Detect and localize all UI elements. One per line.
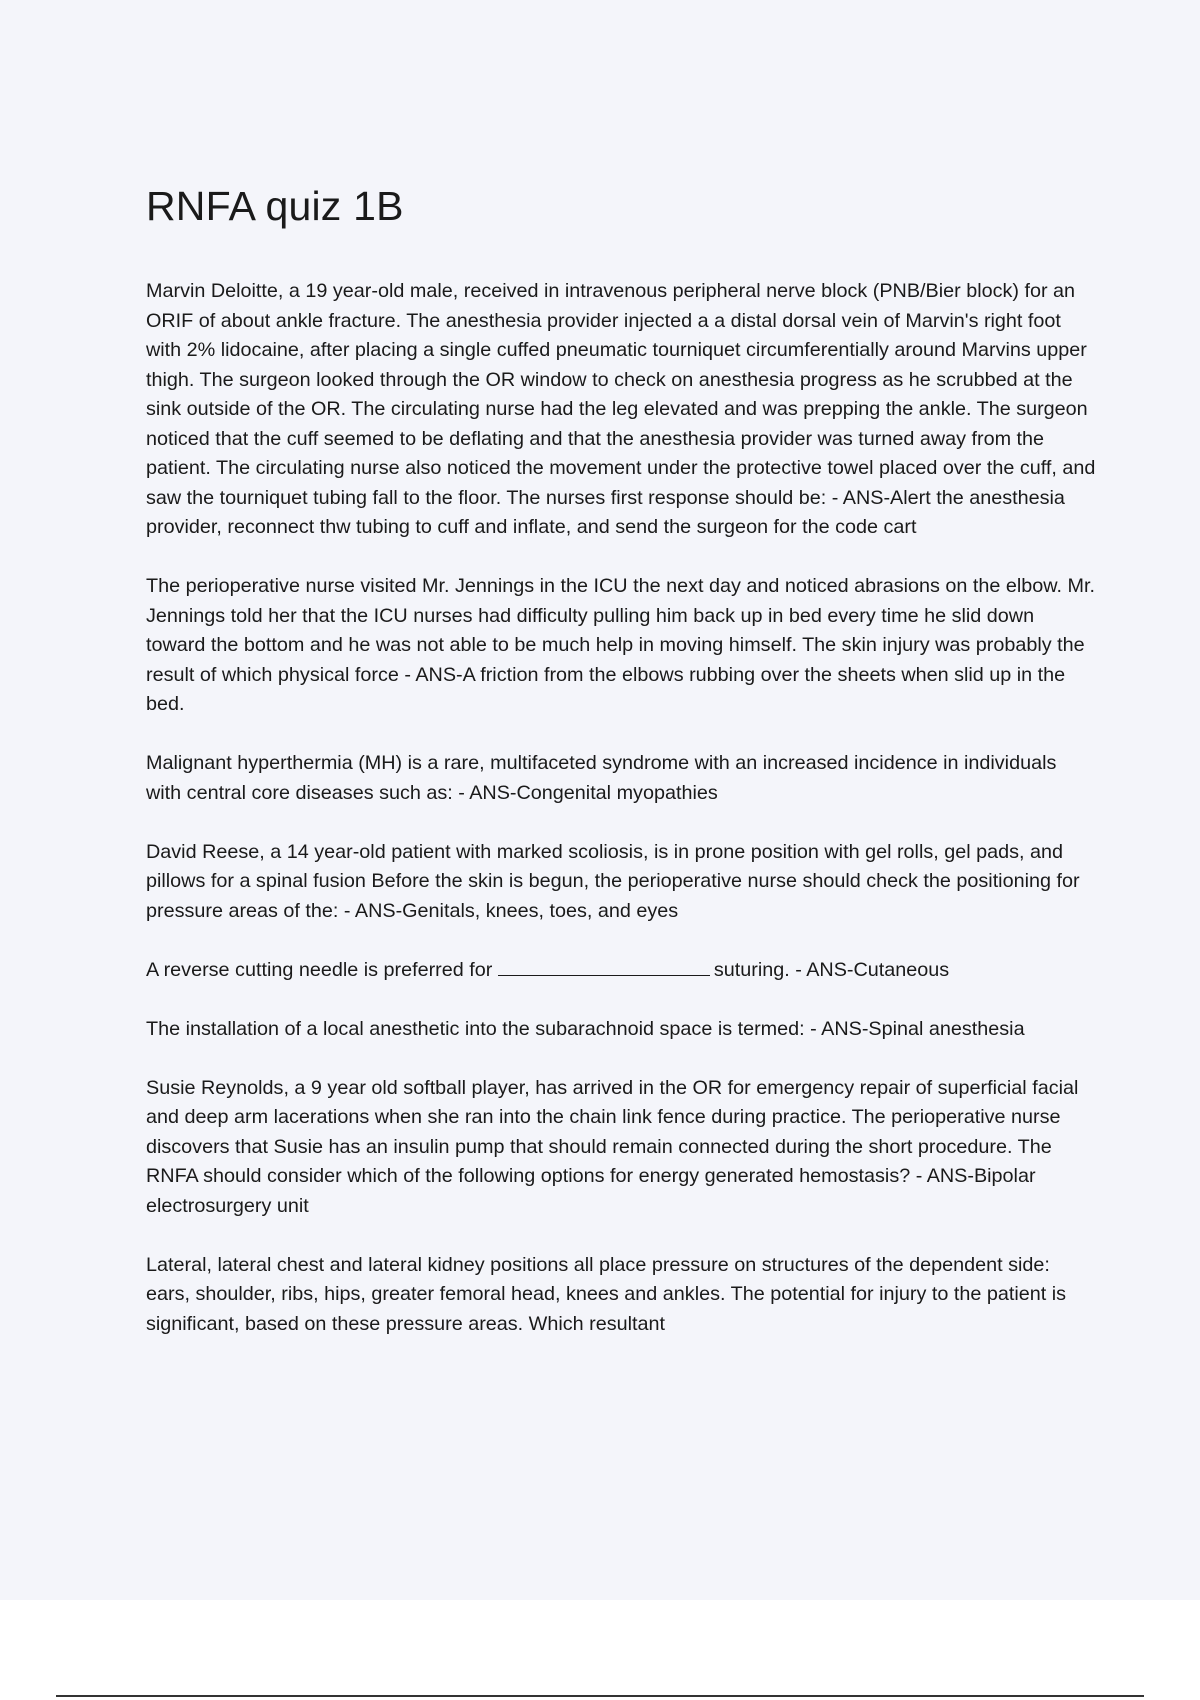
document-content <box>146 182 1096 1369</box>
question-item: Malignant hyperthermia (MH) is a rare, multifaceted syndrome with an increased incidence in individuals with central core diseases such as: - ANS-Congenital myopathies <box>146 752 1057 804</box>
question-item: The installation of a local anesthetic into the subarachnoid space is termed: - ANS-Spinal anesthesia <box>146 1017 1025 1040</box>
question-text-after-blank: suturing. - ANS-Cutaneous <box>713 958 950 981</box>
page-title: RNFA quiz 1B <box>146 183 404 229</box>
question-item: The perioperative nurse visited Mr. Jennings in the ICU the next day and noticed abrasions on the elbow. Mr. Jennings told her that the ICU nurses had difficulty pulling him back up in bed every time he slid down toward the bottom and he was not able to be much help in moving himself. The skin injury was probably the result of which physical force - ANS-A friction from the elbows rubbing over the sheets when slid up in the bed. <box>146 575 1095 716</box>
footer-divider <box>56 1695 1144 1697</box>
answer-blank-line <box>498 957 710 976</box>
question-item: Marvin Deloitte, a 19 year-old male, received in intravenous peripheral nerve block (PNB/Bier block) for an ORIF of about ankle fracture. The anesthesia provider injected a a distal dorsal vein of Marvin's right foot with 2% lidocaine, after placing a single cuffed pneumatic tourniquet circumferentially around Marvins upper thigh. The surgeon looked through the OR window to check on anesthesia progress as he scrubbed at the sink outside of the OR. The circulating nurse had the leg elevated and was prepping the ankle. The surgeon noticed that the cuff seemed to be deflating and that the anesthesia provider was turned away from the patient. The circulating nurse also noticed the movement under the protective towel placed over the cuff, and saw the tourniquet tubing fall to the floor. The nurses first response should be: - ANS-Alert the anesthesia provider, reconnect thw tubing to cuff and inflate, and send the surgeon for the code cart <box>146 280 1096 539</box>
question-item-fill-blank <box>146 956 1096 986</box>
question-item: Lateral, lateral chest and lateral kidney positions all place pressure on structures of the dependent side: ears, shoulder, ribs, hips, greater femoral head, knees and ankles. The potential for injury to the patient is significant, based on these pressure areas. Which resultant <box>146 1253 1066 1335</box>
question-item: David Reese, a 14 year-old patient with marked scoliosis, is in prone position with gel rolls, gel pads, and pillows for a spinal fusion Before the skin is begun, the perioperative nurse should check the positioning for pressure areas of the: - ANS-Genitals, knees, toes, and eyes <box>146 840 1080 922</box>
question-text-before-blank: A reverse cutting needle is preferred for <box>146 958 498 981</box>
question-item: Susie Reynolds, a 9 year old softball player, has arrived in the OR for emergency repair of superficial facial and deep arm lacerations when she ran into the chain link fence during practice. The perioperative nurse discovers that Susie has an insulin pump that should remain connected during the short procedure. The RNFA should consider which of the following options for energy generated hemostasis? - ANS-Bipolar electrosurgery unit <box>146 1076 1079 1217</box>
